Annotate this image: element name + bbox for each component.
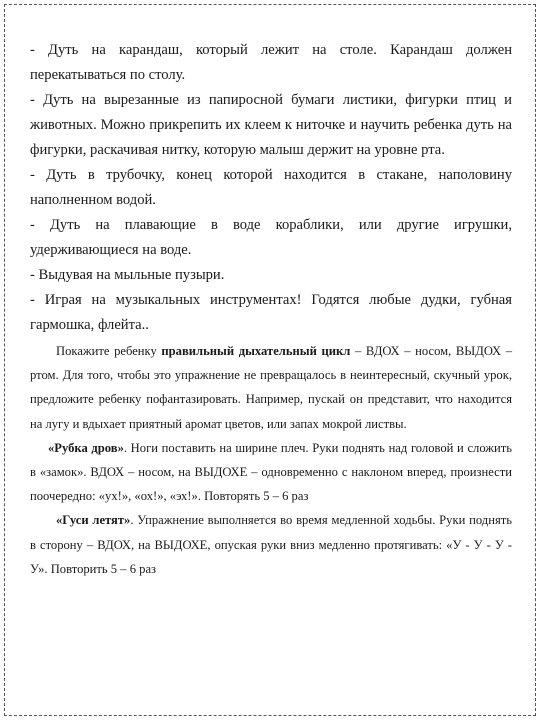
exercise-title: «Рубка дров»	[48, 440, 124, 455]
exercise-paragraph-wood-chopping	[30, 436, 512, 509]
list-item: - Выдувая на мыльные пузыри.	[30, 267, 225, 283]
list-item: - Дуть на карандаш, который лежит на столе. Карандаш должен перекатываться по столу.	[30, 42, 512, 83]
list-item: - Дуть в трубочку, конец которой находится в стакане, наполовину наполненном водой.	[30, 167, 512, 208]
list-item: - Дуть на вырезанные из папиросной бумаги листики, фигурки птиц и животных. Можно прикрепить их клеем к ниточке и научить ребенка дуть на фигурки, раскачивая нитку, которую малыш держит на уровне рта.	[30, 92, 512, 158]
exercise-text: . Упражнение выполняется во время медленной ходьбы. Руки поднять в сторону – ВДОХ, на ВЫДОХЕ, опуская руки вниз медленно протягивать: «У - У - У - У». Повторить 5 – 6 раз	[30, 513, 512, 576]
exercise-paragraph-geese-flying	[30, 508, 512, 581]
list-item: - Дуть на плавающие в воде кораблики, или другие игрушки, удерживающиеся на воде.	[30, 217, 512, 258]
exercise-text: . Ноги поставить на ширине плеч. Руки поднять над головой и сложить в «замок». ВДОХ – носом, на ВЫДОХЕ – одновременно с наклоном вперед, произнести поочередно: «ух!», «ох!», «эх!». Повторять 5 – 6 раз	[30, 440, 512, 504]
breathing-cycle-paragraph	[30, 339, 512, 436]
emphasis-text: правильный дыхательный цикл	[161, 344, 351, 358]
exercises-section	[30, 339, 512, 581]
breathing-exercise-list	[30, 38, 512, 338]
paragraph-text: – ВДОХ – носом, ВЫДОХ – ртом. Для того, чтобы это упражнение не превращалось в неинтересный, скучный урок, предложите ребенку пофантазировать. Например, пускай он представит, что находится на лугу и вдыхает приятный аромат цветов, или запах мокрой листвы.	[30, 344, 513, 431]
list-item: - Играя на музыкальных инструментах! Годятся любые дудки, губная гармошка, флейта..	[30, 292, 512, 333]
paragraph-text: Покажите ребенку	[56, 344, 162, 358]
document-body	[30, 38, 512, 581]
exercise-title: «Гуси летят»	[56, 513, 131, 528]
